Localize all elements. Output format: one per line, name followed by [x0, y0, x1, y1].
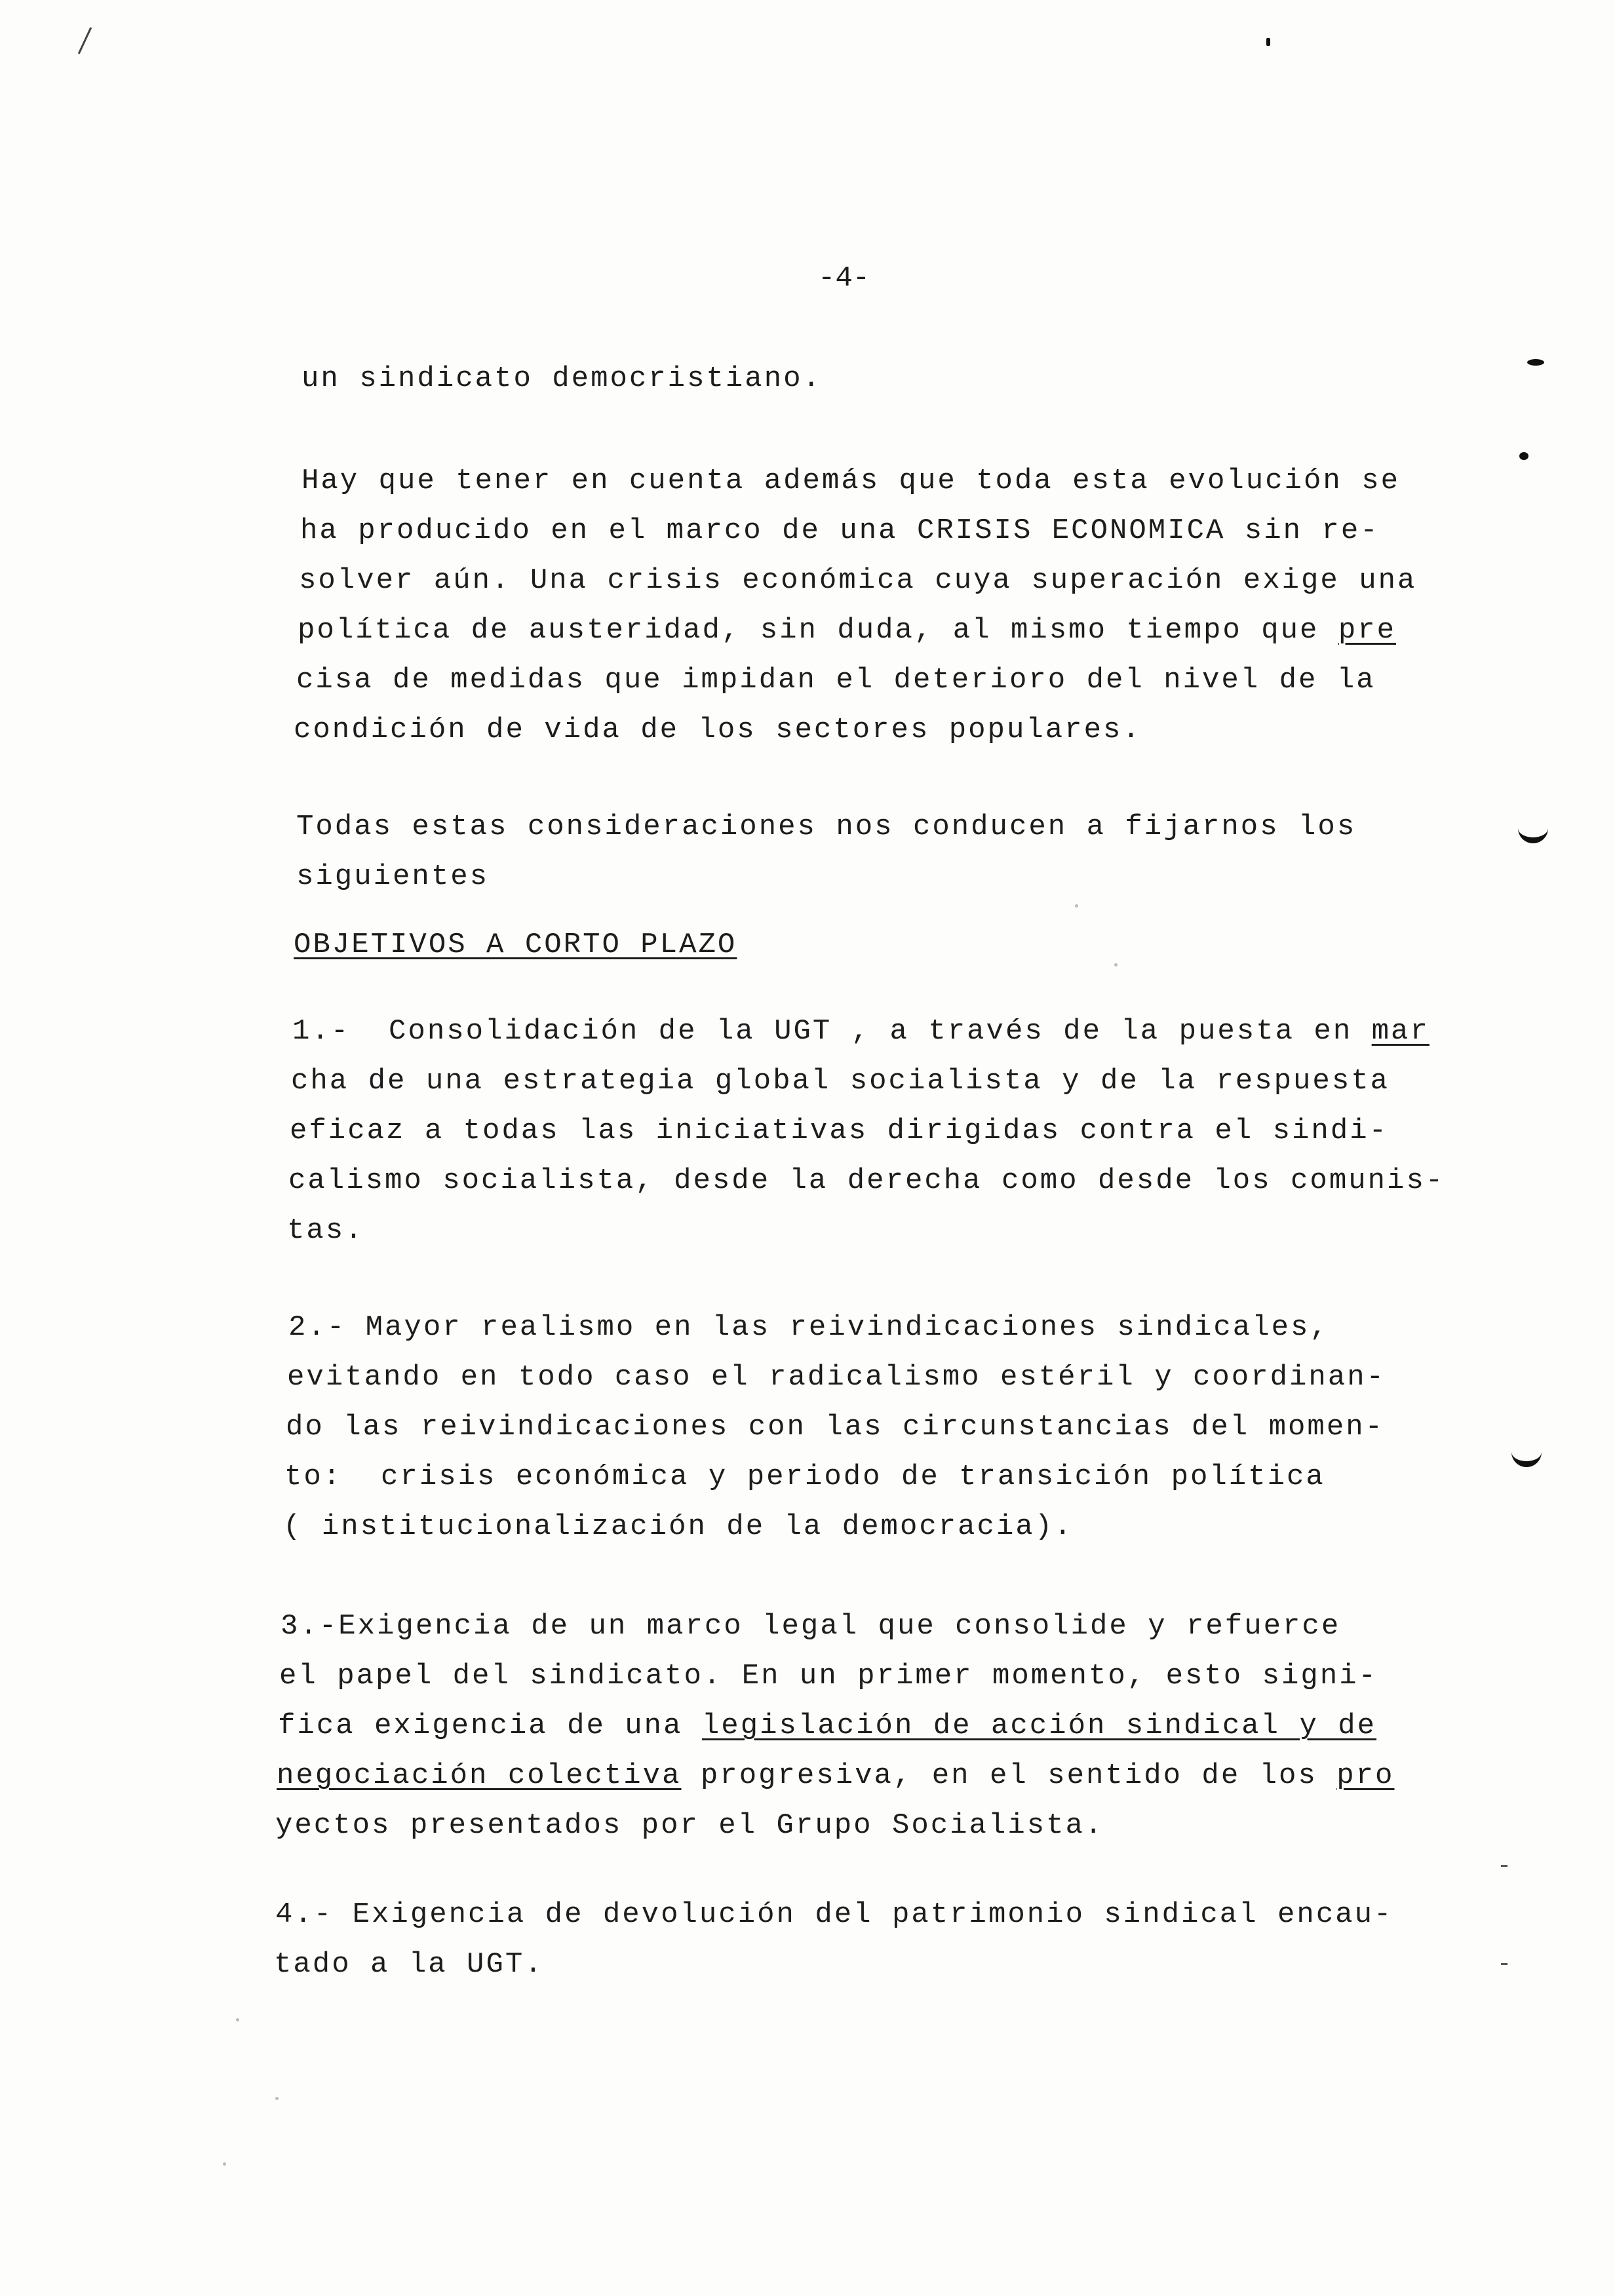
- text-line: evitando en todo caso el radicalismo estéril y coordinan-: [287, 1361, 1386, 1394]
- text-line: negociación colectiva progresiva, en el sentido de los pro: [277, 1759, 1395, 1792]
- text-line: un sindicato democristiano.: [302, 362, 822, 395]
- text-line: política de austeridad, sin duda, al mismo tiempo que pre: [298, 614, 1397, 647]
- section-heading: OBJETIVOS A CORTO PLAZO: [294, 928, 737, 961]
- text-line: ( institucionalización de la democracia).: [283, 1510, 1074, 1543]
- text-line: fica exigencia de una legislación de acción sindical y de: [278, 1710, 1377, 1742]
- text-line: calismo socialista, desde la derecha como desde los comunis-: [288, 1164, 1445, 1197]
- text-line: 3.-Exigencia de un marco legal que consolide y refuerce: [281, 1610, 1341, 1643]
- text-line: eficaz a todas las iniciativas dirigidas contra el sindi-: [290, 1115, 1389, 1147]
- text-line: Hay que tener en cuenta además que toda esta evolución se: [302, 465, 1401, 497]
- text-line: siguientes: [296, 860, 490, 893]
- text-line: solver aún. Una crisis económica cuya superación exige una: [299, 564, 1417, 597]
- text-line: to: crisis económica y periodo de transición política: [284, 1461, 1325, 1493]
- underlined-fragment: negociación colectiva: [277, 1759, 682, 1792]
- text-line: tas.: [287, 1214, 364, 1247]
- text-line: tado a la UGT.: [274, 1948, 544, 1981]
- text-line: 1.- Consolidación de la UGT , a través de la puesta en mar: [292, 1015, 1430, 1048]
- text-line: condición de vida de los sectores populares.: [294, 714, 1142, 746]
- text-line: cisa de medidas que impidan el deterioro del nivel de la: [296, 664, 1376, 697]
- margin-tick-mark: [1518, 818, 1548, 843]
- scan-speck: [1075, 904, 1078, 908]
- margin-mark: [1519, 452, 1528, 460]
- underlined-fragment: pro: [1336, 1759, 1395, 1792]
- margin-mark: [1527, 359, 1544, 366]
- scan-artifact: [78, 27, 92, 54]
- text-line: Todas estas consideraciones nos conducen a fijarnos los: [296, 811, 1357, 843]
- scan-speck: [223, 2162, 226, 2166]
- text-line: ha producido en el marco de una CRISIS ECONOMICA sin re-: [300, 514, 1380, 547]
- underlined-fragment: mar: [1371, 1015, 1430, 1048]
- margin-mark: [1501, 1865, 1508, 1867]
- margin-mark: [1501, 1963, 1508, 1965]
- text-line: yectos presentados por el Grupo Socialista.: [275, 1809, 1104, 1842]
- scan-artifact: [1266, 38, 1270, 46]
- text-line: 4.- Exigencia de devolución del patrimonio sindical encau-: [275, 1898, 1393, 1931]
- scan-speck: [236, 2018, 239, 2021]
- underlined-fragment: legislación de acción sindical y de: [701, 1710, 1377, 1742]
- text-line: 2.- Mayor realismo en las reivindicaciones sindicales,: [288, 1311, 1329, 1344]
- page-number: -4-: [818, 262, 870, 295]
- underlined-fragment: pre: [1338, 614, 1397, 647]
- text-line: cha de una estrategia global socialista y de la respuesta: [291, 1065, 1390, 1098]
- text-line: do las reivindicaciones con las circunstancias del momen-: [286, 1411, 1385, 1444]
- scan-speck: [1114, 963, 1118, 966]
- text-line: el papel del sindicato. En un primer momento, esto signi-: [279, 1660, 1378, 1693]
- scan-speck: [275, 2097, 279, 2100]
- margin-tick-mark: [1511, 1442, 1542, 1467]
